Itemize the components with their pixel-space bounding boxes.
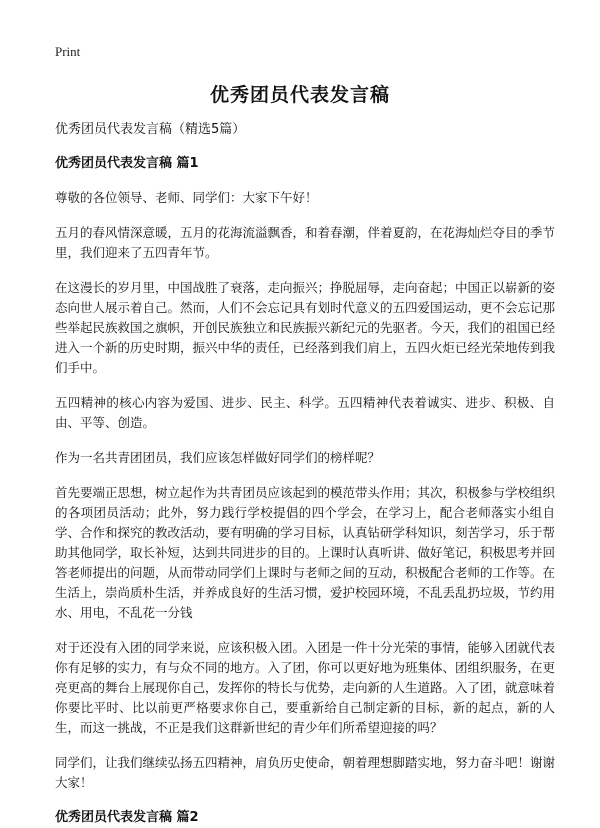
paragraph-role-model: 首先要端正思想，树立起作为共青团员应该起到的模范带头作用；其次，积极参与学校组织的各项团员活动；此外，努力践行学校提倡的四个学会，在学习上，配合老师落实小组自学、合作和探究的教改活动，要有明确的学习目标，认真钻研学科知识，刻苦学习，乐于帮助其他同学，取长补短，达到共同进步的目的。上课时认真听讲、做好笔记，积极思考并回答老师提出的问题，从而带动同学们上课时与老师之间的互动，积极配合老师的工作等。在生活上，崇尚质朴生活，并养成良好的生活习惯，爱护校园环境，不乱丢乱扔垃圾，节约用水、用电，不乱花一分钱 — [55, 485, 556, 620]
print-link[interactable]: Print — [55, 44, 81, 59]
document-subtitle: 优秀团员代表发言稿（精选5篇） — [55, 122, 246, 137]
paragraph-history: 在这漫长的岁月里，中国战胜了衰落，走向振兴；挣脱屈辱，走向奋起；中国正以崭新的姿态向世人展示着自己。然而，人们不会忘记具有划时代意义的五四爱国运动，更不会忘记那些举起民族救国之旗帜，开创民族独立和民族振兴新纪元的先驱者。今天，我们的祖国已经进入一个新的历史时期，振兴中华的责任，已经落到我们肩上，五四火炬已经光荣地传到我们手中。 — [55, 280, 556, 375]
paragraph-may-fourth-spirit: 五四精神的核心内容为爱国、进步、民主、科学。五四精神代表着诚实、进步、积极、自由、平等、创造。 — [55, 395, 555, 430]
document-body — [55, 120, 555, 828]
paragraph-question: 作为一名共青团团员，我们应该怎样做好同学们的榜样呢？ — [55, 450, 381, 465]
section-heading-2: 优秀团员代表发言稿 篇2 — [55, 810, 199, 825]
paragraph-may-spring: 五月的春风情深意暖，五月的花海流溢飘香，和着春潮，伴着夏韵，在花海灿烂夺目的季节里，我们迎来了五四青年节。 — [55, 225, 556, 260]
paragraph-greeting: 尊敬的各位领导、老师、同学们：大家下午好！ — [55, 190, 318, 205]
document-title: 优秀团员代表发言稿 — [209, 84, 390, 106]
section-heading-1: 优秀团员代表发言稿 篇1 — [55, 156, 199, 171]
paragraph-join-league: 对于还没有入团的同学来说，应该积极入团。入团是一件十分光荣的事情，能够入团就代表你有足够的实力，有与众不同的地方。入了团，你可以更好地为班集体、团组织服务，在更亮更高的舞台上展现你自己，发挥你的特长与优势，走向新的人生道路。入了团，就意味着你要比平时、比以前更严格要求你自己，要重新给自己制定新的目标，新的起点，新的人生，而这一挑战，不正是我们这群新世纪的青少年们所希望迎接的吗？ — [55, 640, 556, 735]
paragraph-closing: 同学们，让我们继续弘扬五四精神，肩负历史使命，朝着理想脚踏实地，努力奋斗吧！谢谢大家！ — [55, 755, 556, 790]
